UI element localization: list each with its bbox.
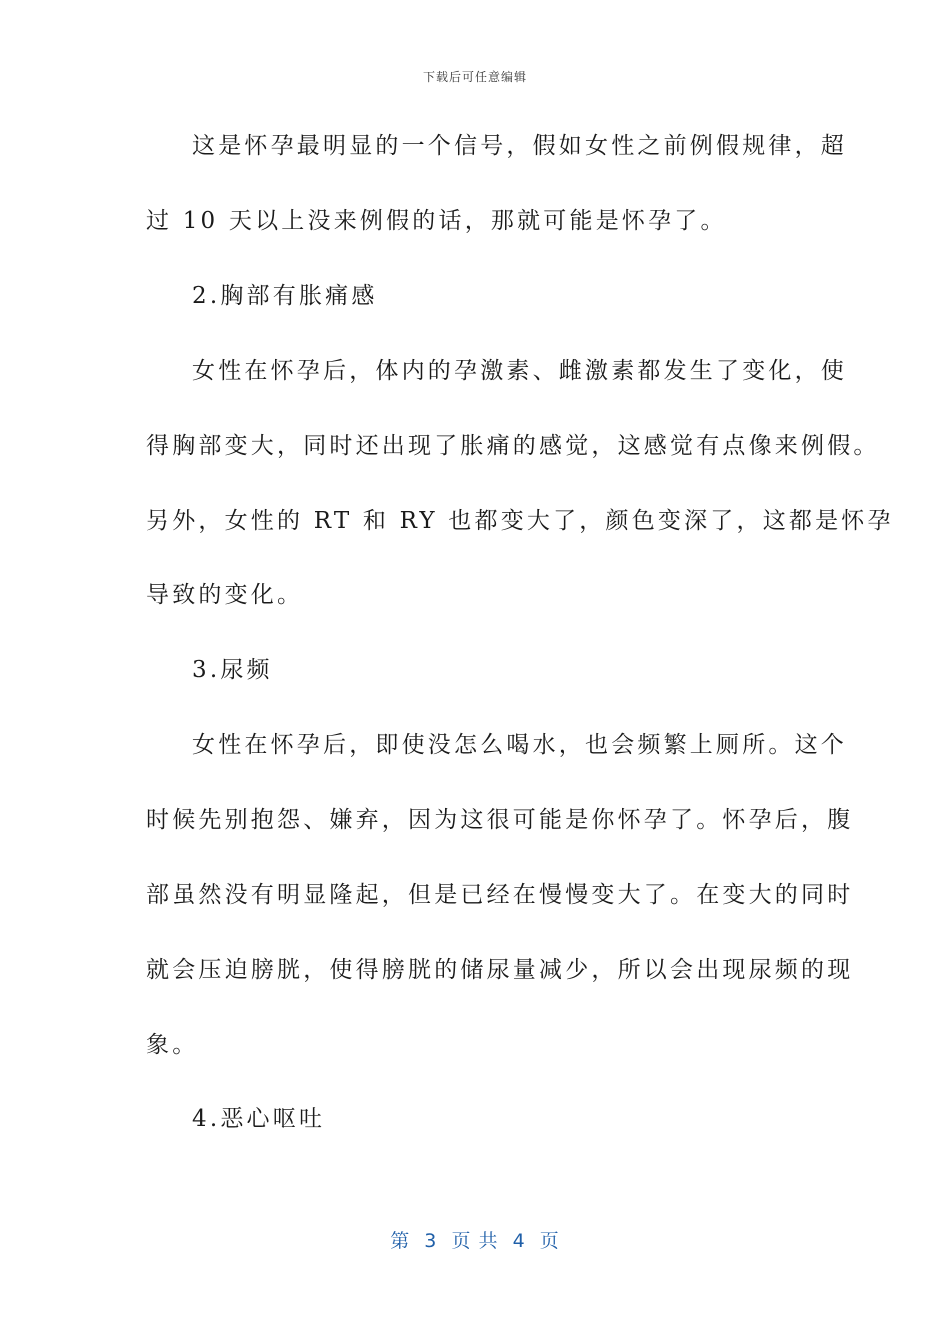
- paragraph-line: 时候先别抱怨、嫌弃，因为这很可能是你怀孕了。怀孕后，腹: [146, 807, 854, 833]
- paragraph-line: 得胸部变大，同时还出现了胀痛的感觉，这感觉有点像来例假。: [146, 433, 880, 459]
- paragraph-line: 女性在怀孕后，体内的孕激素、雌激素都发生了变化，使: [192, 358, 847, 384]
- paragraph-line: 过 10 天以上没来例假的话，那就可能是怀孕了。: [146, 208, 727, 234]
- paragraph-line: 部虽然没有明显隆起，但是已经在慢慢变大了。在变大的同时: [146, 882, 854, 908]
- section-heading-nausea: 4.恶心呕吐: [192, 1106, 326, 1132]
- paragraph-line: 女性在怀孕后，即使没怎么喝水，也会频繁上厕所。这个: [192, 732, 847, 758]
- section-heading-frequent-urination: 3.尿频: [192, 657, 273, 683]
- section-heading-breast: 2.胸部有胀痛感: [192, 283, 378, 309]
- paragraph-line: 另外，女性的 RT 和 RY 也都变大了，颜色变深了，这都是怀孕: [146, 508, 894, 534]
- paragraph-line: 象。: [146, 1032, 199, 1058]
- paragraph-line: 这是怀孕最明显的一个信号，假如女性之前例假规律，超: [192, 133, 847, 159]
- paragraph-line: 就会压迫膀胱，使得膀胱的储尿量减少，所以会出现尿频的现: [146, 957, 854, 983]
- header-note: 下载后可任意编辑: [422, 70, 527, 84]
- paragraph-line: 导致的变化。: [146, 582, 304, 608]
- page-number-footer: 第 3 页 共 4 页: [390, 1230, 560, 1252]
